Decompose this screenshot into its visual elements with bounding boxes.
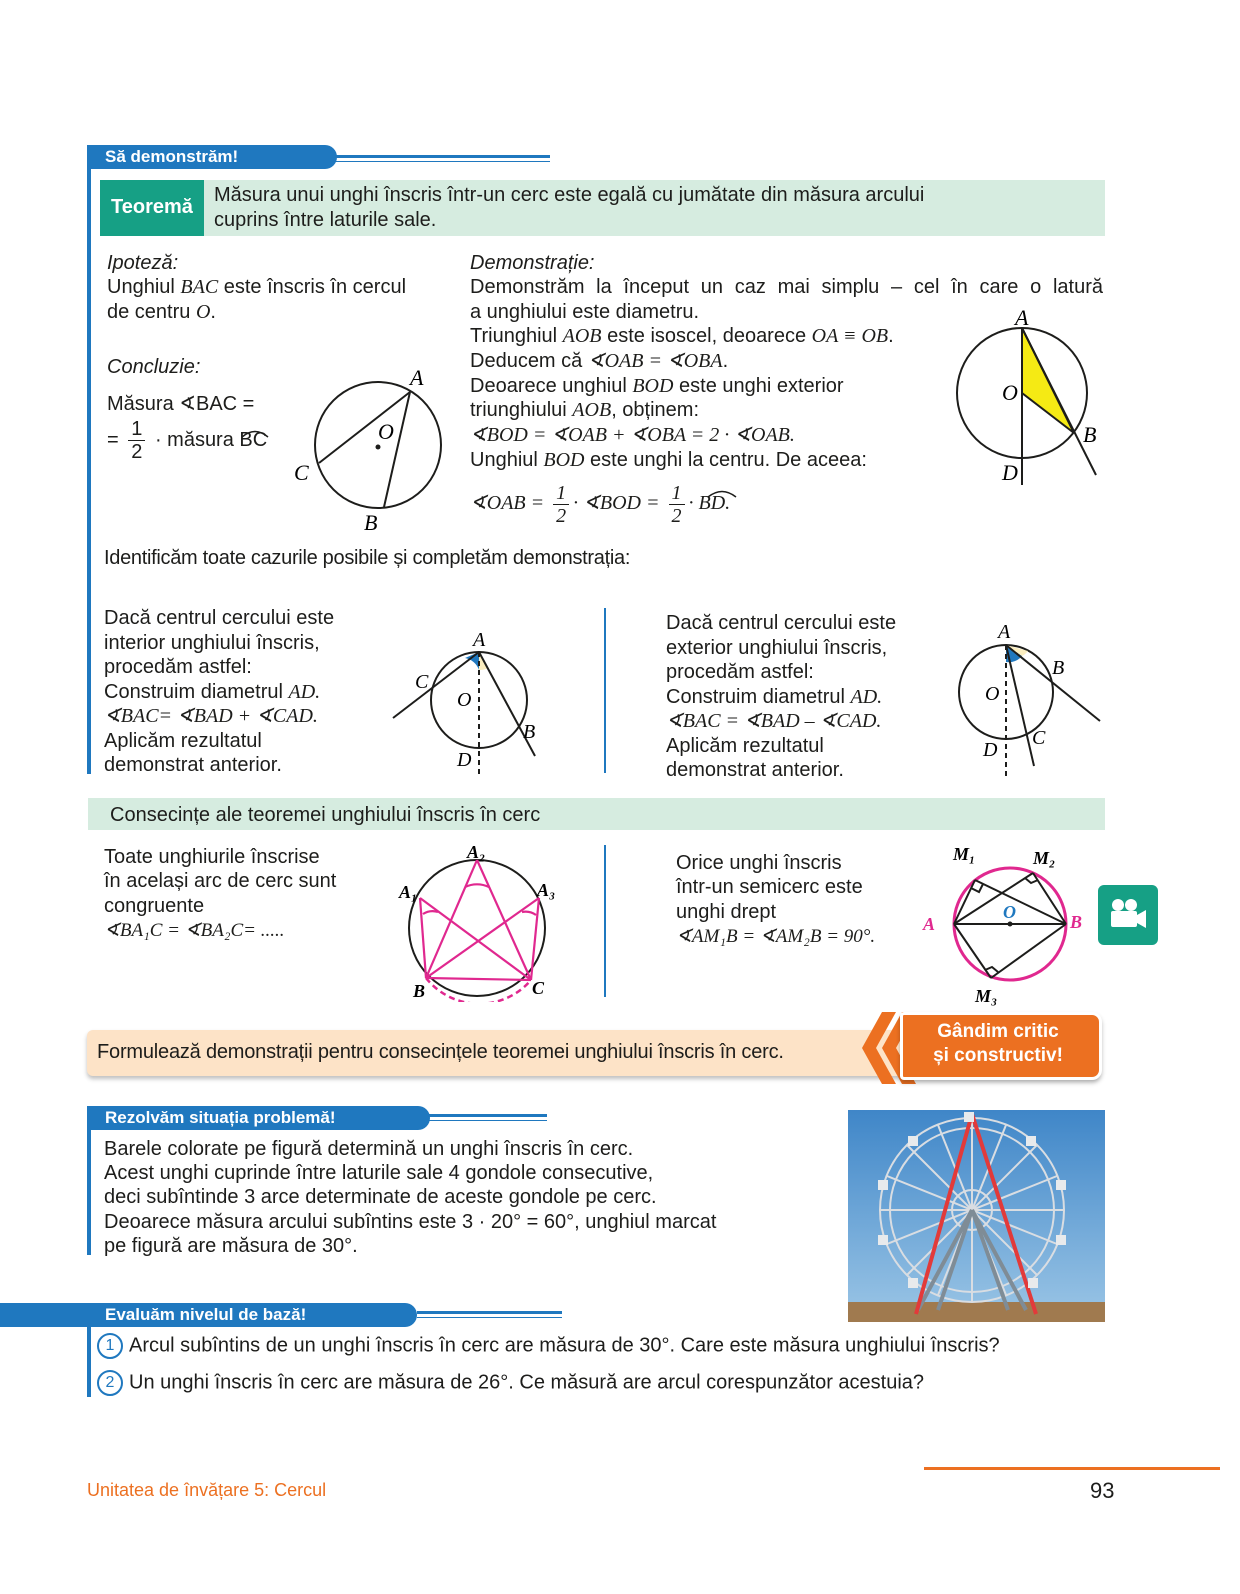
tab-underline	[412, 1114, 547, 1117]
denominator: 2	[556, 505, 567, 527]
theorem-text-line2: cuprins între laturile sale.	[214, 209, 437, 231]
demo-text: este unghi exterior	[673, 375, 844, 397]
column-divider	[604, 845, 606, 997]
case-exterior-line7: demonstrat anterior.	[666, 759, 844, 781]
demo-math: AOB	[562, 325, 602, 347]
equals-sign: =	[107, 428, 119, 451]
point-label: B	[1052, 657, 1065, 679]
demonstration-line4: Deducem că ∢OAB = ∢OBA.	[470, 350, 729, 372]
question-1	[97, 1333, 1000, 1359]
ferris-wheel-photo	[848, 1110, 1105, 1322]
point-label: B	[1070, 912, 1083, 932]
numerator: 1	[128, 418, 145, 441]
page-number: 93	[1090, 1478, 1115, 1503]
tab-underline-thin	[417, 1317, 562, 1318]
numerator: 1	[669, 482, 685, 505]
case-text: Construim diametrul	[666, 686, 851, 708]
fraction-half	[553, 482, 569, 527]
center-name: O	[195, 301, 211, 323]
consequence1-line2: în același arc de cerc sunt	[104, 870, 337, 892]
consequence1-line3: congruente	[104, 895, 205, 917]
demo-text: este unghi la centru. De aceea:	[584, 449, 867, 471]
case-exterior-line5: ∢BAC = ∢BAD – ∢CAD.	[666, 710, 882, 732]
point-label: O	[378, 419, 394, 444]
case-interior-line5: ∢BAC= ∢BAD + ∢CAD.	[104, 705, 318, 727]
theorem-label-text: Teoremă	[111, 196, 193, 218]
demonstration-line9	[470, 482, 730, 527]
consequence1-line1: Toate unghiurile înscrise	[104, 846, 320, 868]
point-label: O	[457, 689, 472, 711]
problem-line1: Barele colorate pe figură determină un unghi înscris în cerc.	[104, 1138, 634, 1160]
tab-underline	[417, 1311, 562, 1314]
demonstration-line5	[470, 374, 844, 399]
question-2	[97, 1370, 924, 1396]
demo-math: AOB	[572, 399, 612, 421]
hypothesis-text: .	[210, 301, 216, 323]
demonstration-line7: ∢BOD = ∢OAB + ∢OBA = 2 · ∢OAB.	[470, 424, 795, 446]
hypothesis-title: Ipoteză:	[107, 252, 179, 274]
case-exterior-line1: Dacă centrul cercului este	[666, 612, 897, 634]
point-label: D	[457, 749, 472, 771]
numerator: 1	[553, 482, 569, 505]
case-interior-line6: Aplicăm rezultatul	[104, 730, 262, 752]
tab-underline-thin	[320, 161, 550, 162]
demo-text: este isoscel, deoarece	[601, 325, 812, 347]
point-label: B	[413, 981, 426, 1001]
angle-name: BAC	[180, 276, 219, 298]
section-left-bar	[87, 1130, 91, 1255]
figure-same-arc-angles	[395, 842, 565, 1002]
point-label: A	[410, 365, 424, 390]
consequences-title: Consecințe ale teoremei unghiului înscris în cerc	[110, 804, 541, 826]
critical-badge-line2: și constructiv!	[933, 1045, 1063, 1066]
point-label: C	[532, 978, 545, 998]
figure-semicircle-angles	[915, 840, 1095, 1010]
demonstration-line8	[470, 448, 867, 473]
hypothesis-text: este înscris în cercul	[218, 276, 407, 298]
demo-math: ∢OAB =	[470, 492, 545, 515]
point-label: C	[294, 460, 309, 485]
consequence2-line3: unghi drept	[676, 901, 777, 923]
point-label: O	[1002, 380, 1018, 405]
point-label: O	[985, 683, 1000, 705]
case-interior-line4	[104, 680, 320, 705]
demo-math: BOD	[543, 449, 585, 471]
question-text: Arcul subîntins de un unghi înscris în cerc are măsura de 30°. Care este măsura unghiului înscris?	[129, 1334, 1000, 1357]
demonstration-title: Demonstrație:	[470, 252, 595, 274]
case-interior-line7: demonstrat anterior.	[104, 754, 282, 776]
question-text: Un unghi înscris în cerc are măsura de 26°. Ce măsură are arcul corespunzător acestuia?	[129, 1371, 925, 1394]
denominator: 2	[131, 441, 143, 463]
video-camera-icon[interactable]	[1098, 885, 1158, 945]
question-number-1: 1	[97, 1333, 123, 1359]
conclusion-line2	[107, 418, 267, 463]
demo-text: Deoarece unghiul	[470, 375, 633, 397]
point-label: A	[998, 621, 1011, 643]
case-math: AD.	[850, 686, 883, 708]
question-number-2: 2	[97, 1370, 123, 1396]
critical-badge-line1: Gândim critic	[937, 1021, 1059, 1042]
consequence1-line4: ∢BA₁C = ∢BA₂C= .....	[104, 920, 285, 941]
tab-underline	[320, 155, 550, 158]
demo-text: triunghiului	[470, 399, 573, 421]
denominator: 2	[671, 505, 682, 527]
cases-intro: Identificăm toate cazurile posibile și completăm demonstrația:	[104, 547, 631, 569]
section-left-bar	[87, 1327, 91, 1397]
arc-mark-icon	[240, 428, 270, 438]
demo-math: · ∢BOD =	[573, 492, 660, 515]
point-label: A	[923, 914, 936, 934]
case-exterior-line4	[666, 685, 882, 710]
conclusion-title: Concluzie:	[107, 356, 201, 378]
section-tab-problem: Rezolvăm situația problemă!	[87, 1106, 430, 1130]
consequence2-line2: într-un semicerc este	[676, 876, 863, 898]
demo-math: ∢OAB = ∢OBA	[587, 350, 723, 372]
point-label: A	[1015, 305, 1029, 330]
point-label: O	[1003, 902, 1016, 922]
point-label: A₁	[399, 882, 418, 902]
demonstration-line6	[470, 398, 699, 423]
case-exterior-line2: exterior unghiului înscris,	[666, 637, 888, 659]
conclusion-line1: Măsura ∢BAC =	[107, 393, 255, 415]
problem-line4: Deoarece măsura arcului subîntins este 3 · 20° = 60°, unghiul marcat	[104, 1211, 717, 1233]
case-text: Construim diametrul	[104, 681, 289, 703]
case-exterior-line6: Aplicăm rezultatul	[666, 735, 824, 757]
arc-mark-icon	[706, 488, 738, 498]
fraction-half	[128, 418, 145, 463]
point-label: M₃	[975, 986, 998, 1006]
figure-inscribed-angle	[290, 365, 460, 540]
conclusion-measure: · măsura BC	[154, 428, 268, 451]
point-label: M₂	[1033, 848, 1056, 868]
case-interior-line3: procedăm astfel:	[104, 656, 252, 678]
demonstration-line2: a unghiului este diametru.	[470, 301, 700, 323]
point-label: A₃	[537, 880, 556, 900]
fraction-half	[669, 482, 685, 527]
point-label: B	[364, 510, 378, 535]
case-interior-line2: interior unghiului înscris,	[104, 632, 320, 654]
demonstration-line1: Demonstrăm la început un caz mai simplu – cel în care o latură	[470, 276, 1103, 298]
problem-line5: pe figură are măsura de 30°.	[104, 1235, 358, 1257]
figure-diameter-case	[950, 305, 1110, 490]
point-label: C	[415, 671, 429, 693]
hypothesis-text: de centru	[107, 301, 196, 323]
point-label: A	[473, 629, 486, 651]
footer-rule	[924, 1467, 1220, 1470]
demo-text: Deducem că	[470, 350, 588, 372]
demo-text: Unghiul	[470, 449, 544, 471]
demo-text: , obținem:	[611, 399, 700, 421]
point-label: C	[1032, 727, 1046, 749]
consequence2-line1: Orice unghi înscris	[676, 852, 842, 874]
hypothesis-text: Unghiul	[107, 276, 181, 298]
figure-center-interior	[385, 628, 555, 783]
point-label: A₂	[467, 842, 486, 862]
demo-math: OA ≡ OB	[811, 325, 889, 347]
consequence2-line4: ∢AM₁B = ∢AM₂B = 90°.	[676, 926, 876, 947]
demo-math: BOD	[632, 375, 674, 397]
column-divider	[604, 608, 606, 773]
theorem-text-line1: Măsura unui unghi înscris într-un cerc este egală cu jumătate din măsura arcului	[214, 184, 925, 206]
critical-text: Formulează demonstrații pentru consecințele teoremei unghiului înscris în cerc.	[97, 1041, 784, 1063]
case-math: AD.	[288, 681, 321, 703]
point-label: B	[523, 721, 536, 743]
footer-unit: Unitatea de învățare 5: Cercul	[87, 1480, 327, 1500]
figure-center-exterior	[950, 618, 1110, 783]
point-label: B	[1083, 422, 1097, 447]
case-exterior-line3: procedăm astfel:	[666, 661, 814, 683]
tab-underline-thin	[412, 1120, 547, 1121]
problem-line2: Acest unghi cuprinde între laturile sale 4 gondole consecutive,	[104, 1162, 654, 1184]
problem-line3: deci subîntinde 3 arce determinate de aceste gondole pe cerc.	[104, 1186, 657, 1208]
point-label: M₁	[953, 844, 976, 864]
hypothesis-line1	[107, 275, 406, 300]
hypothesis-line2	[107, 300, 216, 325]
case-interior-line1: Dacă centrul cercului este	[104, 607, 335, 629]
section-tab-demonstrate: Să demonstrăm!	[87, 145, 337, 169]
point-label: D	[983, 739, 998, 761]
section-tab-evaluate-label: Evaluăm nivelul de bază!	[105, 1305, 307, 1324]
demonstration-line3: Triunghiul AOB este isoscel, deoarece OA ≡ OB.	[470, 325, 894, 347]
video-camera-icon-glyph	[1098, 885, 1158, 945]
point-label: D	[1002, 460, 1018, 485]
demo-math: · BD.	[688, 492, 731, 515]
demo-text: Triunghiul	[470, 325, 563, 347]
section-left-bar	[87, 169, 91, 774]
